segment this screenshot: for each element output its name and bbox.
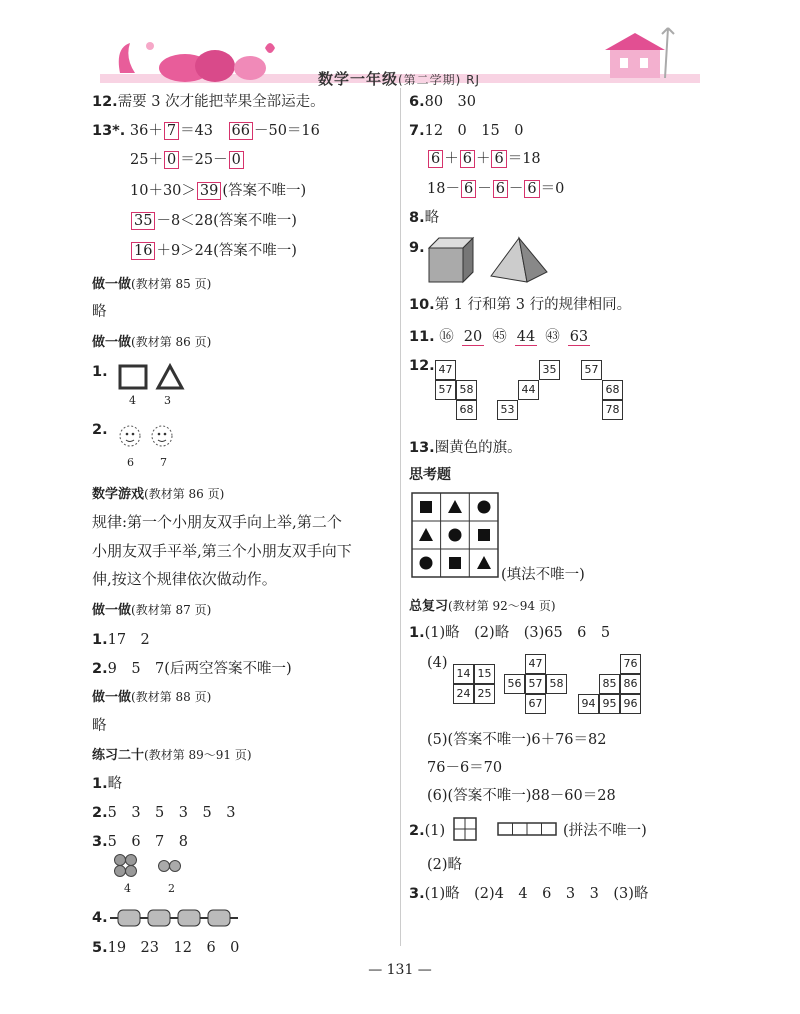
grid-cell: 86	[620, 674, 641, 694]
matchstick-shapes-icon	[118, 362, 194, 394]
review-3: 3.(1)略 (2)4 4 6 3 3 (3)略	[409, 886, 649, 902]
answer-12: 12.	[409, 358, 435, 374]
grid-cell: 78	[602, 400, 623, 420]
review-1-5: (5)(答案不唯一)6＋76＝82	[427, 732, 607, 748]
header-title: 数学一年级(第二学期) RJ	[317, 70, 481, 88]
bug-faces-icon	[116, 420, 186, 454]
section-heading: 练习二十(教材第 89～91 页)	[92, 748, 252, 763]
grid-cell: 57	[435, 380, 456, 400]
section-heading: 数学游戏(教材第 86 页)	[92, 487, 225, 502]
page-header	[90, 18, 708, 86]
answer-1-shapes: 1.	[92, 364, 108, 380]
grid-cell: 67	[525, 694, 546, 714]
answer-text: 略	[92, 718, 107, 734]
answer-13-line3: 10＋30＞ 39 (答案不唯一)	[130, 183, 307, 199]
solids-icon	[427, 236, 557, 286]
grid-cell: 47	[525, 654, 546, 674]
section-heading: 做一做(教材第 86 页)	[92, 335, 212, 350]
answer-6: 6.80 30	[409, 94, 477, 110]
section-heading-think: 思考题	[409, 467, 451, 483]
answer-2: 2.9 5 7(后两空答案不唯一)	[92, 661, 292, 677]
answer-2-faces: 2.	[92, 422, 108, 438]
counters-icon	[114, 854, 194, 882]
grid-cell: 44	[518, 380, 539, 400]
grid-cell: 47	[435, 360, 456, 380]
answer-7: 7.12 0 15 0	[409, 123, 524, 139]
exercise-5: 5.19 23 12 6 0	[92, 940, 240, 956]
grid-cell: 95	[599, 694, 620, 714]
answer-11: 11. ⑯ 20 ㊺ 44 ㊸ 63	[409, 329, 589, 345]
answer-text: 略	[92, 304, 107, 320]
rule-text: 规律:第一个小朋友双手向上举,第二个	[92, 513, 342, 531]
answer-13-line4: 35 －8＜28(答案不唯一)	[130, 211, 297, 231]
grid-cell: 53	[497, 400, 518, 420]
page-number: — 131 —	[368, 962, 432, 978]
shape-grid-icon	[411, 492, 499, 578]
review-2: 2.(1)	[409, 823, 446, 839]
grid-cell: 68	[456, 400, 477, 420]
answer-10: 10.第 1 行和第 3 行的规律相同。	[409, 297, 632, 313]
grid-cell: 96	[620, 694, 641, 714]
grid-cell: 15	[474, 664, 495, 684]
grid-cell: 35	[539, 360, 560, 380]
answer-7-line3: 18－ 6 － 6 － 6 ＝0	[427, 181, 565, 197]
answer-13: 13.圈黄色的旗。	[409, 440, 522, 456]
grid-cell: 58	[546, 674, 567, 694]
rule-text: 伸,按这个规律依次做动作。	[92, 570, 277, 588]
grid-cell: 58	[456, 380, 477, 400]
section-heading: 做一做(教材第 85 页)	[92, 277, 212, 292]
exercise-3: 3.5 6 7 8	[92, 834, 189, 850]
grid-cell: 25	[474, 684, 495, 704]
answer-7-line2: 6 ＋ 6 ＋ 6 ＝18	[427, 149, 541, 169]
abacus-beads-icon	[110, 906, 240, 930]
rule-text: 小朋友双手平举,第三个小朋友双手向下	[92, 542, 352, 560]
answer-12: 12.需要 3 次才能把苹果全部运走。	[92, 94, 325, 110]
face-count: 6	[127, 456, 134, 469]
exercise-2: 2.5 3 5 3 5 3	[92, 805, 236, 821]
review-2-2: (2)略	[427, 857, 463, 873]
grid-cell: 57	[525, 674, 546, 694]
section-heading: 做一做(教材第 87 页)	[92, 603, 212, 618]
fill-note: (填法不唯一)	[501, 567, 585, 583]
answer-8: 8.略	[409, 210, 440, 226]
grid-cell: 57	[581, 360, 602, 380]
section-heading: 做一做(教材第 88 页)	[92, 690, 212, 705]
stick-patterns-icon	[453, 816, 563, 842]
exercise-1: 1.略	[92, 776, 123, 792]
grid-cell: 68	[602, 380, 623, 400]
review-1-5b: 76－6＝70	[427, 760, 503, 776]
face-count: 7	[160, 456, 167, 469]
section-heading-review: 总复习(教材第 92～94 页)	[409, 599, 556, 614]
answer-13-line5: 16 ＋9＞24(答案不唯一)	[130, 241, 297, 261]
answer-13: 13*. 36＋ 7 ＝43 66 －50＝16	[92, 123, 320, 139]
grid-cell: 94	[578, 694, 599, 714]
grid-cell: 76	[620, 654, 641, 674]
counter-count: 4	[124, 882, 131, 895]
shape-count: 3	[164, 394, 171, 407]
column-divider	[400, 88, 401, 946]
answer-1: 1.17 2	[92, 632, 150, 648]
grid-cell: 14	[453, 664, 474, 684]
grid-cell: 85	[599, 674, 620, 694]
shape-count: 4	[129, 394, 136, 407]
counter-count: 2	[168, 882, 175, 895]
review-2-note: (拼法不唯一)	[563, 823, 647, 839]
answer-13-line2: 25＋ 0 ＝25－ 0	[130, 150, 245, 170]
grid-cell: 24	[453, 684, 474, 704]
review-1-4-label: (4)	[427, 655, 448, 671]
answer-9: 9.	[409, 240, 425, 256]
review-1-6: (6)(答案不唯一)88－60＝28	[427, 788, 616, 804]
grid-cell: 56	[504, 674, 525, 694]
exercise-4: 4.	[92, 910, 108, 926]
review-1: 1.(1)略 (2)略 (3)65 6 5	[409, 625, 611, 641]
